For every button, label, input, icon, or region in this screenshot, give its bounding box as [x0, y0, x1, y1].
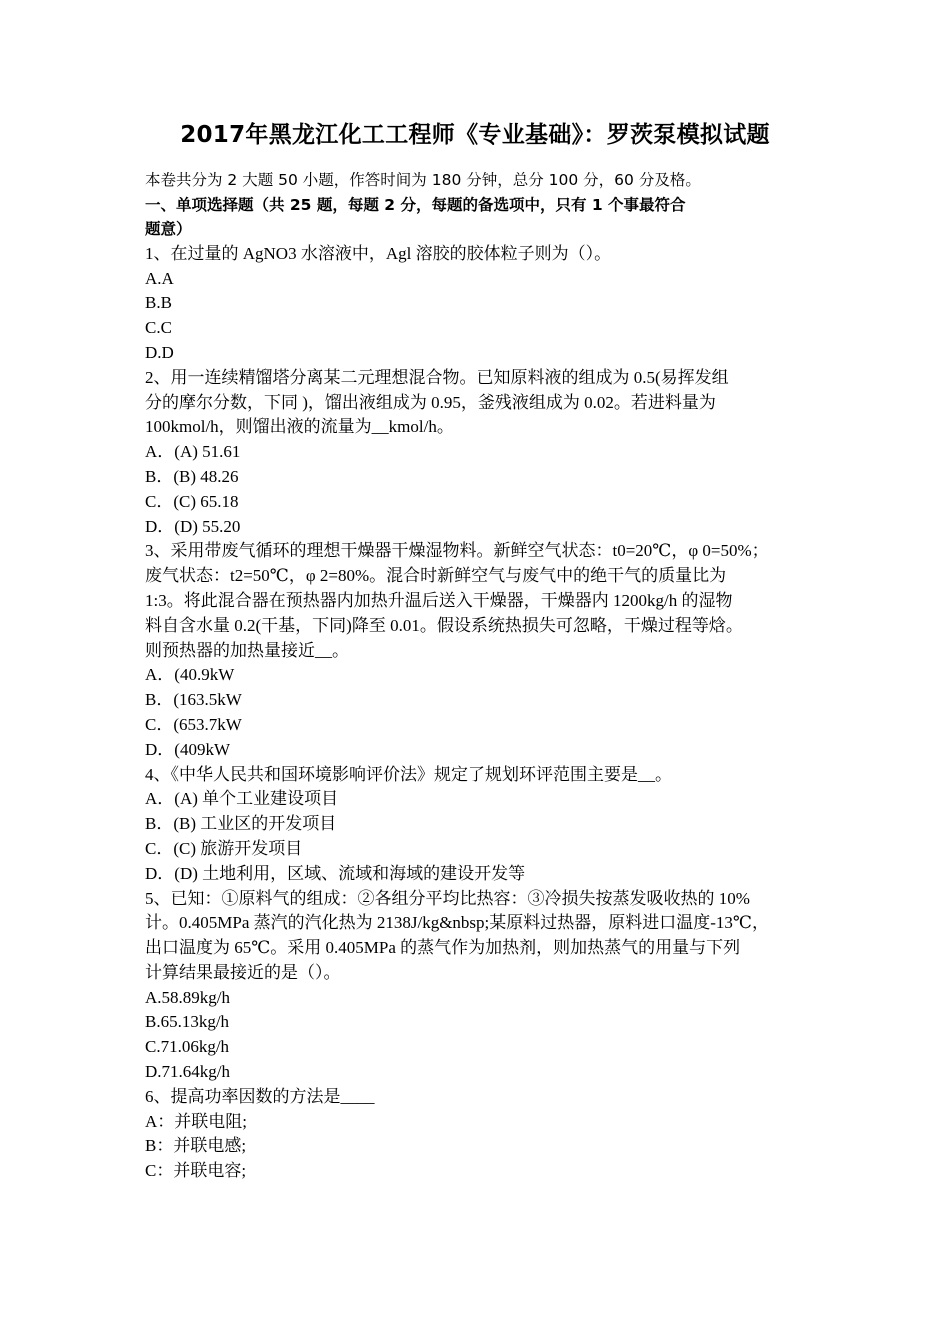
question-2-text-line-1: 2、用一连续精馏塔分离某二元理想混合物。已知原料液的组成为 0.5(易挥发组	[145, 367, 729, 387]
question-4-option-b: B．(B) 工业区的开发项目	[145, 814, 337, 834]
question-6	[145, 1085, 815, 1184]
question-1-option-a: A.A	[145, 268, 174, 288]
document-page	[145, 118, 815, 1184]
question-5-text-line-1: 5、已知：①原料气的组成：②各组分平均比热容：③冷损失按蒸发吸收热的 10%	[145, 888, 750, 908]
question-2-option-a: A．(A) 51.61	[145, 442, 241, 462]
question-6-option-c: C：并联电容;	[145, 1161, 247, 1181]
question-5-text-line-3: 出口温度为 65℃。采用 0.405MPa 的蒸气作为加热剂，则加热蒸气的用量与下列	[145, 938, 741, 958]
question-1-option-b: B.B	[145, 293, 172, 313]
question-1-text: 1、在过量的 AgNO3 水溶液中，Agl 溶胶的胶体粒子则为（）。	[145, 243, 612, 263]
question-4-text: 4、《中华人民共和国环境影响评价法》规定了规划环评范围主要是__。	[145, 764, 672, 784]
exam-intro: 本卷共分为 2 大题 50 小题，作答时间为 180 分钟，总分 100 分，60 分及格。	[145, 171, 701, 189]
question-4-option-d: D．(D) 土地利用，区域、流域和海域的建设开发等	[145, 863, 526, 883]
question-2	[145, 366, 815, 540]
question-3-text-line-4: 料自含水量 0.2(干基，下同)降至 0.01。假设系统热损失可忽略，干燥过程等焓。	[145, 615, 743, 635]
question-2-option-d: D．(D) 55.20	[145, 516, 241, 536]
question-5	[145, 887, 815, 1085]
question-5-option-b: B.65.13kg/h	[145, 1012, 230, 1032]
question-2-option-c: C．(C) 65.18	[145, 491, 239, 511]
question-5-option-c: C.71.06kg/h	[145, 1037, 230, 1057]
section-heading-line-2: 题意）	[145, 220, 192, 239]
question-3-text-line-3: 1:3。将此混合器在预热器内加热升温后送入干燥器，干燥器内 1200kg/h 的湿物	[145, 590, 733, 610]
question-3	[145, 539, 815, 762]
question-3-text-line-5: 则预热器的加热量接近__。	[145, 640, 349, 660]
question-1	[145, 242, 815, 366]
question-6-option-a: A：并联电阻;	[145, 1111, 247, 1131]
question-5-option-d: D.71.64kg/h	[145, 1062, 230, 1082]
question-5-text-line-2: 计。0.405MPa 蒸汽的汽化热为 2138J/kg&nbsp;某原料过热器，原料进口温度-13℃，	[145, 913, 769, 933]
question-4	[145, 763, 815, 887]
question-6-text: 6、提高功率因数的方法是____	[145, 1086, 375, 1106]
question-5-option-a: A.58.89kg/h	[145, 987, 230, 1007]
question-3-option-b: B．(163.5kW	[145, 690, 242, 710]
question-5-text-line-4: 计算结果最接近的是（）。	[145, 962, 341, 982]
question-4-option-c: C．(C) 旅游开发项目	[145, 838, 303, 858]
question-2-option-b: B．(B) 48.26	[145, 466, 239, 486]
question-3-text-line-1: 3、采用带废气循环的理想干燥器干燥湿物料。新鲜空气状态：t0=20℃，φ 0=50%；	[145, 541, 769, 561]
question-2-text-line-2: 分的摩尔分数，下同 )，馏出液组成为 0.95，釜残液组成为 0.02。若进料量为	[145, 392, 716, 412]
question-1-option-d: D.D	[145, 342, 174, 362]
page-title: 2017年黑龙江化工工程师《专业基础》：罗茨泵模拟试题	[180, 122, 770, 148]
question-6-option-b: B：并联电感;	[145, 1136, 247, 1156]
question-3-text-line-2: 废气状态：t2=50℃，φ 2=80%。混合时新鲜空气与废气中的绝干气的质量比为	[145, 566, 727, 586]
question-1-option-c: C.C	[145, 318, 172, 338]
section-heading-line-1: 一、单项选择题（共 25 题，每题 2 分，每题的备选项中，只有 1 个事最符合	[145, 195, 686, 214]
question-3-option-a: A．(40.9kW	[145, 665, 235, 685]
question-3-option-d: D．(409kW	[145, 739, 230, 759]
question-2-text-line-3: 100kmol/h，则馏出液的流量为__kmol/h。	[145, 417, 454, 437]
question-4-option-a: A．(A) 单个工业建设项目	[145, 789, 339, 809]
question-3-option-c: C．(653.7kW	[145, 714, 242, 734]
